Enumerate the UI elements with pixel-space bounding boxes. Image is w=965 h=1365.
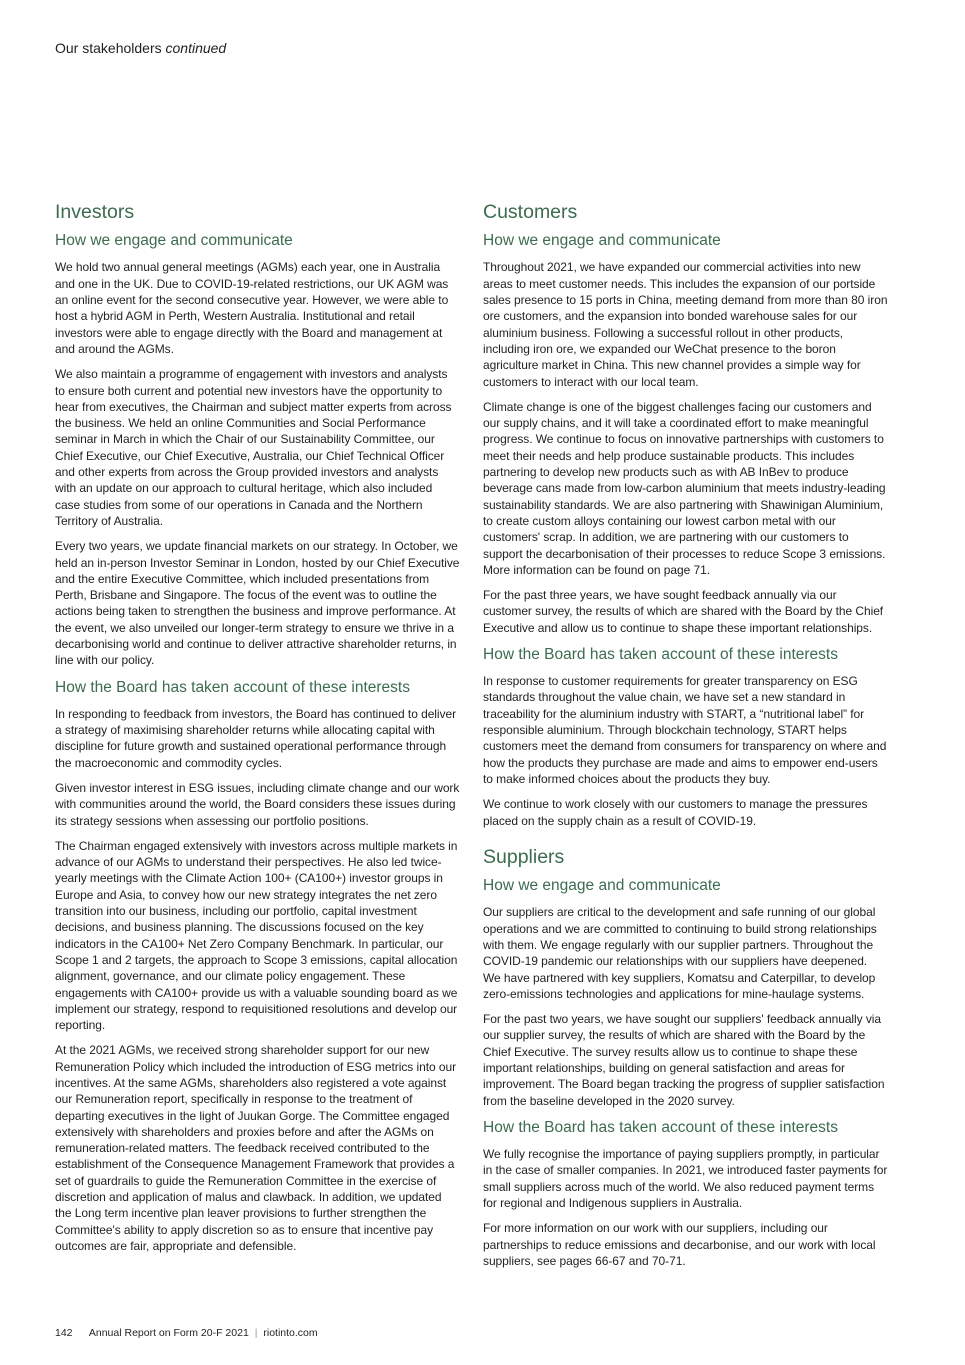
left-column (55, 200, 460, 1263)
customers-board-paragraph: We continue to work closely with our customers to manage the pressures placed on the supply chain as a result of COVID-19. (483, 797, 868, 828)
suppliers-section (483, 845, 888, 1269)
running-head-continued: continued (165, 40, 227, 56)
customers-engage-paragraph: Climate change is one of the biggest challenges facing our customers and our supply chains, and it will take a coordinated effort to make meaningful progress. We continue to focus on innovative partnerships with customers to meet their needs and help produce sustainable products. This includes partnering to develop new products such as with AB InBev to produce beverage cans made from low-carbon aluminium that meets industry-leading sustainability standards. We are also partnering with Shawinigan Aluminium, to create custom alloys containing our lowest carbon metal with our customers' scrap. In addition, we are partnering with our customers to support the decarbonisation of their processes to reduce Scope 3 emissions. More information can be found on page 71. (483, 399, 886, 577)
suppliers-board-heading: How the Board has taken account of these interests (483, 1118, 838, 1136)
investors-board-paragraph: In responding to feedback from investors, the Board has continued to deliver a strategy of maximising shareholder returns while allocating capital with discipline for future growth and sustained operational performance through the macroeconomic and commodity cycles. (55, 706, 457, 770)
investors-board-paragraph: At the 2021 AGMs, we received strong shareholder support for our new Remuneration Policy which included the introduction of ESG metrics into our incentives. At the same AGMs, shareholders also registered a vote against our Remuneration report, specifically in response to the treatment of departing executives in the light of Juukan Gorge. The Committee engaged extensively with shareholders and proxies before and after the AGMs on remuneration-related matters. The feedback received contributed to the establishment of the Consequence Management Framework that provides a set of guardrails to guide the Remuneration Committee in the exercise of discretion and application of malus and clawback. In addition, we updated the Long term incentive plan leaver provisions to further strengthen the Committee's ability to apply discretion so as to ensure that incentive pay outcomes are fair, appropriate and defensible. (55, 1043, 457, 1253)
report-title: Annual Report on Form 20-F 2021 (88, 1327, 249, 1339)
page-number: 142 (55, 1327, 73, 1339)
investors-engage-paragraph: We also maintain a programme of engagement with investors and analysts to ensure both current and potential new investors have the opportunity to hear from executives, the Chairman and subject matter experts from across the business. We held an online Communities and Social Performance seminar in March in which the Chair of our Sustainability Committee, our Chief Executive, our Chief Executive, Australia, our Chief Technical Officer and other experts from across the Group provided investors and analysts with an update on our approach to cultural heritage, which also included case studies from some of our operations in Canada and the Northern Territory of Australia. (55, 367, 452, 528)
investors-title: Investors (55, 201, 135, 223)
customers-engage-heading: How we engage and communicate (483, 232, 721, 250)
suppliers-board-paragraph: We fully recognise the importance of paying suppliers promptly, in particular in the case of smaller companies. In 2021, we introduced faster payments for small suppliers across much of the world. We also reduced payment terms for regional and Indigenous suppliers in Australia. (483, 1147, 888, 1210)
investors-engage-heading: How we engage and communicate (55, 232, 293, 250)
page-footer (55, 1327, 318, 1339)
suppliers-board-paragraph: For more information on our work with our suppliers, including our partnerships to reduce emissions and decarbonise, and our work with local suppliers, see pages 66-67 and 70-71. (483, 1221, 876, 1268)
website-link[interactable]: riotinto.com (263, 1327, 318, 1339)
investors-section (55, 200, 460, 1254)
right-column (483, 200, 888, 1278)
suppliers-title: Suppliers (483, 845, 565, 868)
investors-engage-paragraph: We hold two annual general meetings (AGMs) each year, one in Australia and one in the UK. Due to COVID-19-related restrictions, our UK AGM was an online event for the second consecutive year. However, we were able to host a hybrid AGM in Perth, Western Australia. Institutional and retail investors were able to engage directly with the Board and management at and around the AGMs. (55, 260, 449, 356)
customers-section (483, 200, 888, 829)
suppliers-engage-heading: How we engage and communicate (483, 877, 721, 895)
customers-engage-paragraph: Throughout 2021, we have expanded our commercial activities into new areas to meet customer needs. This includes the expansion of our portside sales presence to 15 ports in China, meeting demand from more than 80 iron ore customers, and the expansion into bonded warehouse sales for our aluminium business. Following a successful rollout in other products, including iron ore, we expanded our WeChat presence to the boron agriculture market in China. This new channel provides a simple way for customers to interact with our local team. (483, 260, 888, 389)
investors-board-paragraph: Given investor interest in ESG issues, including climate change and our work with communities around the world, the Board considers these issues during its strategy sessions when assessing our portfolio positions. (55, 780, 460, 828)
footer-separator: | (254, 1327, 258, 1339)
investors-board-heading: How the Board has taken account of these interests (55, 678, 410, 696)
customers-board-heading: How the Board has taken account of these interests (483, 646, 838, 664)
running-head-title: Our stakeholders (55, 40, 162, 56)
suppliers-engage-paragraph: For the past two years, we have sought our suppliers' feedback annually via our supplier survey, the results of which are shared with the Board by the Chief Executive. The survey results allow us to continue to shape these important relationships, building on general satisfaction and areas for improvement. The Board began tracking the progress of supplier satisfaction from the baseline developed in the 2020 survey. (483, 1012, 885, 1108)
running-head (55, 40, 226, 56)
investors-engage-paragraph: Every two years, we update financial markets on our strategy. In October, we held an in-person Investor Seminar in London, hosted by our Chief Executive and the entire Executive Committee, which included presentations from Perth, Brisbane and Singapore. The focus of the event was to outline the actions being taken to strengthen the business and improve performance. At the event, we also unveiled our longer-term strategy to ensure we thrive in a decarbonising world and continue to deliver attractive shareholder returns, in line with our policy. (55, 539, 460, 668)
customers-board-paragraph: In response to customer requirements for greater transparency on ESG standards throughout the value chain, we have set a new standard in traceability for the aluminium industry with START, a “nutritional label” for responsible aluminium. Through blockchain technology, START helps customers meet the demand from consumers for transparency on where and how the products they purchase are made and aims to empower end-users to make informed choices about the products they buy. (483, 674, 887, 786)
customers-engage-paragraph: For the past three years, we have sought feedback annually via our customer survey, the results of which are shared with the Board by the Chief Executive and allow us to continue to shape these important relationships. (483, 588, 884, 635)
investors-board-paragraph: The Chairman engaged extensively with investors across multiple markets in advance of our AGMs to understand their perspectives. He also led twice-yearly meetings with the Climate Action 100+ (CA100+) investor groups in Europe and Asia, to convey how our new strategy integrates the net zero transition into our business, including our portfolio, capital investment decisions, and business planning. The discussions focused on the key indicators in the CA100+ Net Zero Company Benchmark. In particular, our Scope 1 and 2 targets, the approach to Scope 3 emissions, capital allocation alignment, governance, and our climate policy engagement. These engagements with CA100+ provide us with a valuable sounding board as we implement our strategy, respond to requisitioned resolutions and develop our reporting. (55, 838, 458, 1033)
customers-title: Customers (483, 201, 578, 223)
suppliers-engage-paragraph: Our suppliers are critical to the development and safe running of our global operations and we are committed to continuing to build strong relationships with them. We engage regularly with our supplier partners. Throughout the COVID-19 pandemic our relationships with our suppliers have deepened. We have partnered with key suppliers, Komatsu and Caterpillar, to develop zero-emissions technologies and applications for mine-haulage systems. (483, 905, 877, 1001)
